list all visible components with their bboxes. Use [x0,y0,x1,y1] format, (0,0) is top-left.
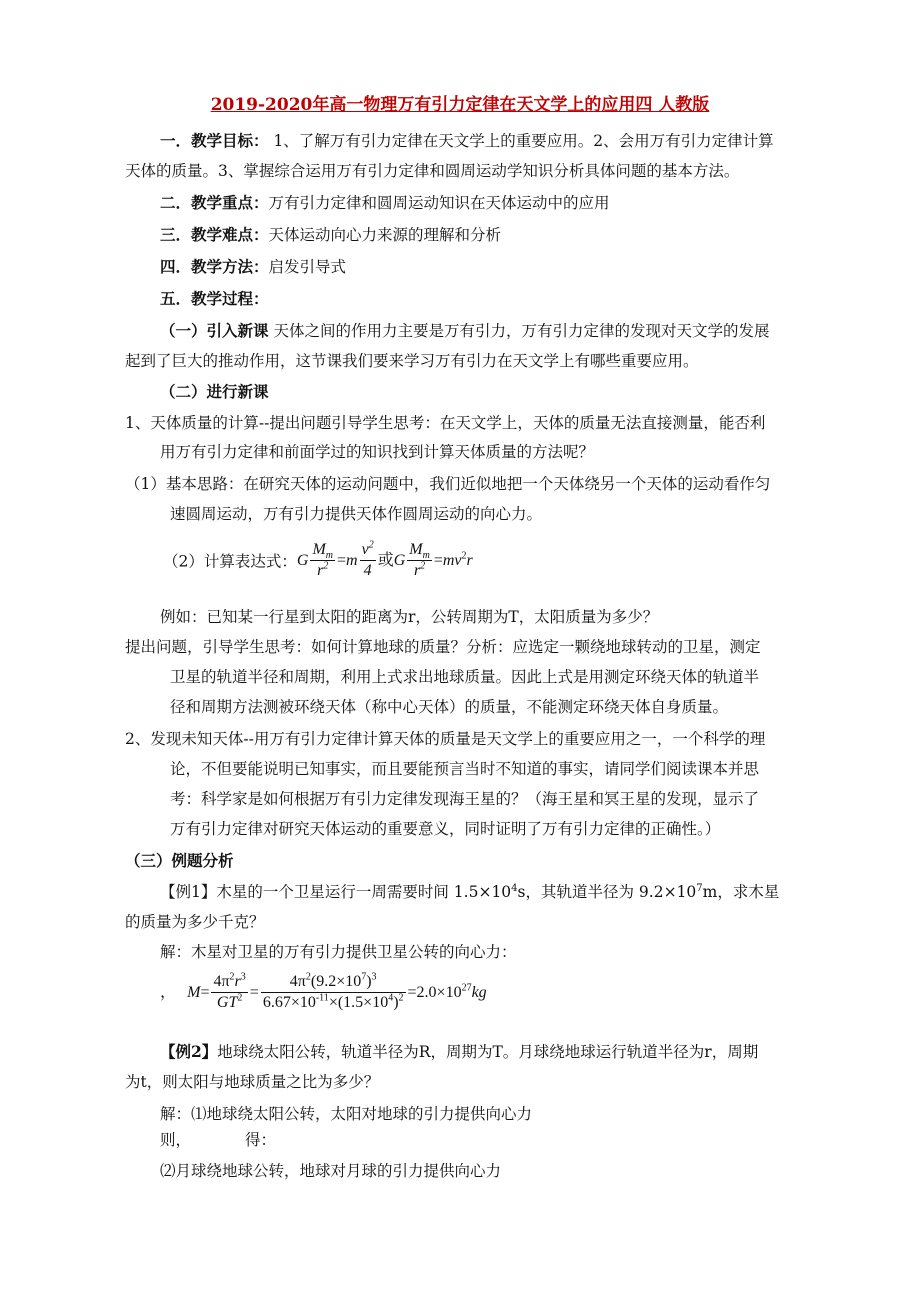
unknown-body-line-3: 考：科学家是如何根据万有引力定律发现海王星的？（海王星和冥王星的发现，显示了 [170,790,760,808]
formula-symbol: r [234,973,241,990]
formula-symbol: r [317,562,324,579]
formula-sup: 2 [368,539,374,551]
mass-calc-line-2: 用万有引力定律和前面学过的知识找到计算天体质量的方法呢？ [160,443,595,461]
difficulties-line [160,224,501,246]
formula-sup: 3 [371,971,377,983]
intro-text-2: 起到了巨大的推动作用，这节课我们要来学习万有引力在天文学上有哪些重要应用。 [125,352,699,370]
formula-sup: 2 [420,560,426,572]
key-points-line [160,192,610,214]
example1-solution: 解：木星对卫星的万有引力提供卫星公转的向心力： [160,943,517,961]
example-question: 例如：已知某一行星到太阳的距离为r，公转周期为T，太阳质量为多少？ [160,608,659,626]
example2-line-1 [160,1041,758,1063]
formula-symbol: GT [216,994,238,1011]
formula-prefix: （2）计算表达式： [163,552,297,571]
formula-symbol: = [337,552,347,569]
objectives-text-2: 天体的质量。3、掌握综合运用万有引力定律和圆周运动学知识分析具体问题的基本方法。 [125,162,740,180]
formula-symbol: kg [471,984,487,1001]
fraction [407,540,432,581]
formula-sup: -11 [315,992,329,1004]
formula-symbol: v [361,541,369,558]
formula-symbol: = [433,552,443,569]
intro-label: （一）引入新课 [160,321,269,340]
earth-mass-line-2: 卫星的轨道半径和周期，利用上式求出地球质量。因此上式是用测定环绕天体的轨道半 [170,668,760,686]
formula-symbol: M [312,541,326,558]
objectives-label: 一．教学目标： [160,131,269,150]
formula-symbol: G [296,552,309,569]
formula-gravity [163,540,473,581]
method-label: 四．教学方法： [160,257,269,276]
formula-sup: 4 [388,992,394,1004]
example1-label: 【例1】 [160,883,217,901]
formula-symbol: = [249,984,259,1001]
key-points-label: 二．教学重点： [160,193,269,212]
example1-exp-a: 4 [511,882,518,894]
formula-symbol: r [413,562,421,579]
example1-line-1 [160,881,779,903]
key-points-text: 万有引力定律和圆周运动知识在天体运动中的应用 [268,194,610,212]
fraction [261,972,406,1013]
formula-sup: 3 [240,971,246,983]
formula-symbol: r [466,552,473,569]
earth-mass-line-1: 提出问题，引导学生思考：如何计算地球的质量？分析：应选定一颗绕地球转动的卫星，测定 [125,638,761,656]
formula-symbol: 4 [363,562,372,579]
new-lesson-label: （二）进行新课 [160,382,269,401]
formula-sup: 7 [361,971,367,983]
formula-sup: 2 [305,971,311,983]
objectives-text-1: 1、了解万有引力定律在天文学上的重要应用。2、会用万有引力定律计算 [268,132,774,150]
formula-symbol: M [187,984,201,1001]
formula-symbol: 4π [213,973,230,990]
formula-jupiter-mass [160,972,487,1013]
example2-solution-2: ⑵月球绕地球公转，地球对月球的引力提供向心力 [160,1162,502,1180]
example1-text-c: m，求木星 [702,883,780,901]
formula-symbol: = [407,984,417,1001]
example2-label: 【例2】 [160,1042,218,1061]
basic-idea-line-1: （1）基本思路：在研究天体的运动问题中，我们近似地把一个天体绕另一个天体的运动看作匀 [125,475,771,493]
example2-text-a: 地球绕太阳公转，轨道半径为R，周期为T。月球绕地球运行轨道半径为r，周期 [217,1043,759,1061]
example2-line-2: 为t，则太阳与地球质量之比为多少？ [125,1073,380,1091]
formula-symbol: ) [393,994,399,1011]
example1-exp-b: 7 [696,882,703,894]
method-line [160,256,346,278]
formula-symbol: 6.67×10 [262,994,316,1011]
formula-symbol: m [346,552,358,569]
formula-sup: 2 [461,550,467,562]
objectives-line-1 [160,130,774,152]
unknown-body-line-4: 万有引力定律对研究天体运动的重要意义，同时证明了万有引力定律的正确性。） [170,820,721,838]
example1-text-a: 木星的一个卫星运行一周需要时间 1.5×10 [216,883,512,901]
formula-sup: 2 [398,992,404,1004]
formula-sub: m [325,550,333,562]
fraction [310,540,335,581]
intro-line-1 [160,320,769,342]
earth-mass-line-3: 径和周期方法测被环绕天体（称中心天体）的质量，不能测定环绕天体自身质量。 [170,698,729,716]
formula-symbol: (9.2×10 [310,973,362,990]
basic-idea-line-2: 速圆周运动，万有引力提供天体作圆周运动的向心力。 [170,505,543,523]
method-text: 启发引导式 [268,258,347,276]
formula-symbol: M [409,541,423,558]
formula-symbol: ) [366,973,372,990]
formula-symbol: 或 [377,550,394,569]
formula-sup: 2 [323,560,329,572]
unknown-body-line-1: 2、发现未知天体--用万有引力定律计算天体的质量是天文学上的重要应用之一，一个科学的理 [125,730,766,748]
formula-sup: 2 [229,971,235,983]
example2-get: 得： [245,1131,277,1149]
page-title: 2019-2020年高一物理万有引力定律在天文学上的应用四 人教版 [210,95,710,115]
formula-symbol: G [393,552,406,569]
mass-calc-line-1: 1、天体质量的计算--提出问题引导学生思考：在天文学上，天体的质量无法直接测量，能否利 [125,414,766,432]
formula-symbol: ， [160,982,177,1001]
examples-label: （三）例题分析 [125,851,234,870]
difficulties-text: 天体运动向心力来源的理解和分析 [268,226,502,244]
difficulties-label: 三．教学难点： [160,225,269,244]
example2-then: 则， [160,1131,192,1149]
formula-symbol: mv [442,552,462,569]
formula-symbol: ×(1.5×10 [328,994,389,1011]
formula-symbol: 4π [289,973,306,990]
formula-sup: 2 [237,992,243,1004]
fraction [360,540,376,581]
formula-symbol: = [200,984,210,1001]
formula-sub: m [422,550,430,562]
fraction [211,972,247,1013]
intro-text-1: 天体之间的作用力主要是万有引力，万有引力定律的发现对天文学的发展 [268,322,770,340]
formula-sup: 27 [461,982,472,994]
unknown-body-line-2: 论，不但要能说明已知事实，而且要能预言当时不知道的事实，请同学们阅读课本并思 [170,760,760,778]
process-label: 五．教学过程： [160,289,269,308]
example1-line-2: 的质量为多少千克？ [125,913,265,931]
example2-solution-1: 解：⑴地球绕太阳公转，太阳对地球的引力提供向心力 [160,1105,533,1123]
example1-text-b: s，其轨道半径为 9.2×10 [517,883,697,901]
formula-symbol: 2.0×10 [416,984,462,1001]
